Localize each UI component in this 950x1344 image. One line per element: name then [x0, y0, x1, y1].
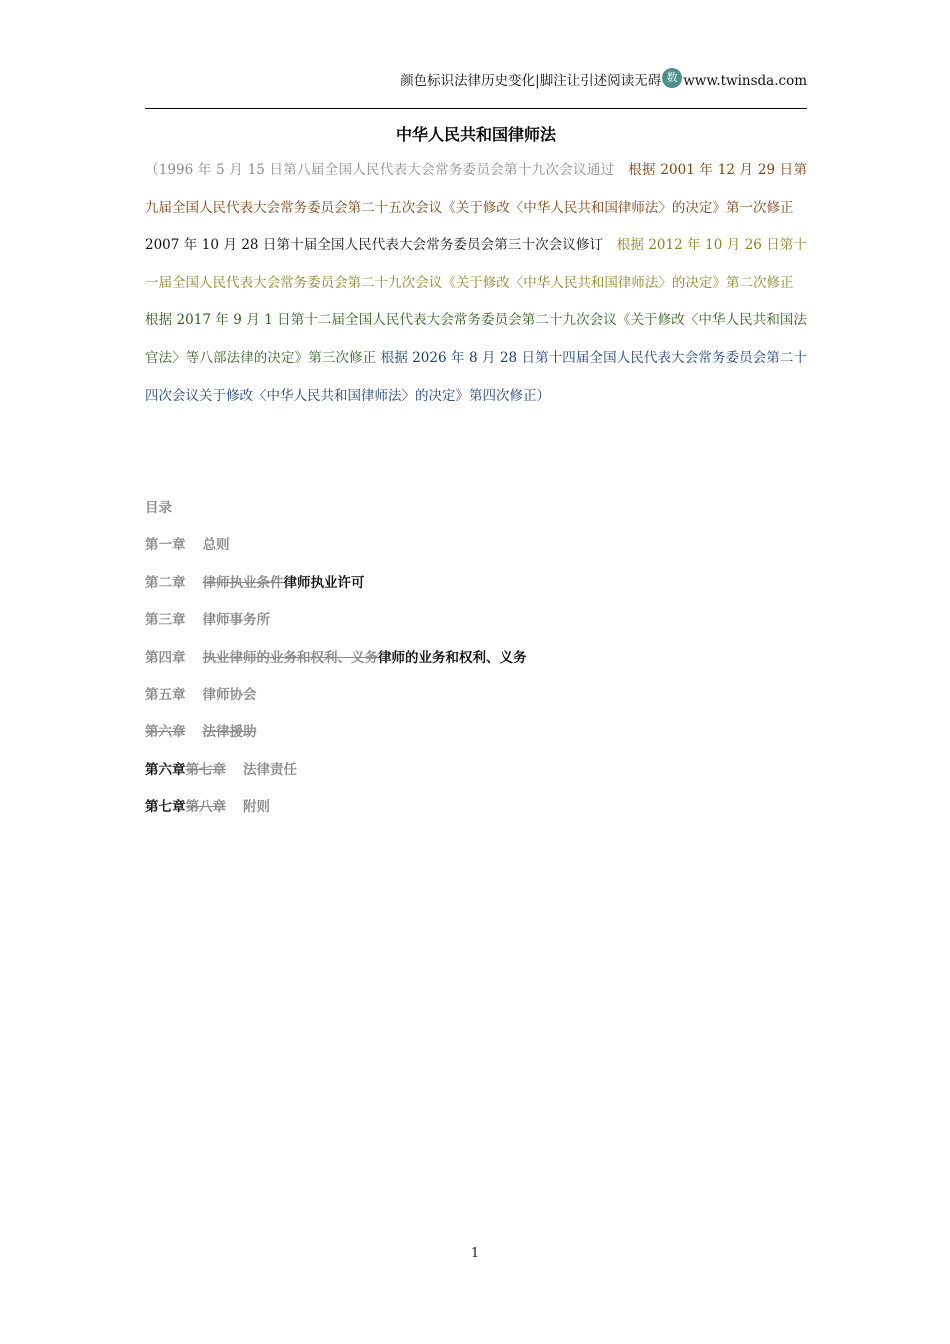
toc-heading: 目录 [145, 500, 172, 516]
history-revision-2007: 2007 年 10 月 28 日第十届全国人民代表大会常务委员会第三十次会议修订 [145, 237, 604, 254]
twinsda-logo-icon: 数 [662, 68, 682, 88]
chapter-number: 第二章 [145, 574, 186, 591]
chapter-number: 第五章 [145, 686, 186, 703]
table-of-contents [145, 490, 807, 827]
deleted-chapter-title: 法律援助 [202, 724, 257, 741]
toc-chapter-1 [145, 527, 807, 564]
toc-chapter-6-deleted [145, 714, 807, 751]
deleted-chapter-number: 第七章 [185, 761, 226, 778]
chapter-number: 第一章 [145, 537, 186, 554]
deleted-chapter-title: 执业律师的业务和权利、义务 [202, 649, 378, 666]
document-title: 中华人民共和国律师法 [395, 125, 556, 144]
inserted-chapter-number: 第七章 [145, 799, 186, 816]
chapter-title: 总则 [202, 537, 230, 554]
header-divider [145, 108, 807, 109]
toc-chapter-4 [145, 640, 807, 677]
chapter-number: 第四章 [145, 649, 186, 666]
inserted-chapter-title: 律师执业许可 [283, 574, 365, 591]
history-passed: （1996 年 5 月 15 日第八届全国人民代表大会常务委员会第十九次会议通过 [145, 162, 615, 178]
toc-chapter-8 [145, 789, 807, 826]
page-header [145, 68, 807, 94]
chapter-title: 律师协会 [202, 686, 257, 703]
amendment-history [145, 152, 807, 415]
toc-chapter-3 [145, 602, 807, 639]
inserted-chapter-number: 第六章 [145, 761, 186, 778]
deleted-chapter-number: 第八章 [185, 799, 226, 816]
chapter-title: 律师事务所 [202, 612, 270, 629]
history-amendment-2: 根据 2012 年 10 月 26 日第十一届全国人民代表大会常务委员会第二十九次会议《关于修改〈中华人民共和国律师法〉的决定》第二次修正 [145, 237, 807, 291]
history-amendment-1: 根据 2001 年 12 月 29 日第九届全国人民代表大会常务委员会第二十五次会议《关于修改〈中华人民共和国律师法〉的决定》第一次修正 [145, 162, 807, 216]
deleted-chapter-title: 律师执业条件 [202, 574, 284, 591]
history-amendment-4: 根据 2026 年 8 月 28 日第十四届全国人民代表大会常务委员会第二十四次会议关于修改〈中华人民共和国律师法〉的决定》第四次修正） [145, 349, 808, 404]
chapter-number: 第三章 [145, 612, 186, 629]
chapter-title: 法律责任 [243, 761, 297, 778]
chapter-title: 附则 [243, 799, 270, 816]
header-tagline: 颜色标识法律历史变化|脚注让引述阅读无碍 [400, 73, 662, 89]
header-site-url: www.twinsda.com [683, 73, 807, 89]
page-number: 1 [470, 1246, 480, 1261]
toc-chapter-5 [145, 677, 807, 714]
deleted-chapter-number: 第六章 [145, 724, 186, 741]
inserted-chapter-title: 律师的业务和权利、义务 [378, 649, 527, 666]
toc-chapter-7 [145, 752, 807, 789]
history-amendment-3: 根据 2017 年 9 月 1 日第十二届全国人民代表大会常务委员会第二十九次会议《关于修改〈中华人民共和国法官法〉等八部法律的决定》第三次修正 [145, 312, 807, 366]
toc-chapter-2 [145, 565, 807, 602]
